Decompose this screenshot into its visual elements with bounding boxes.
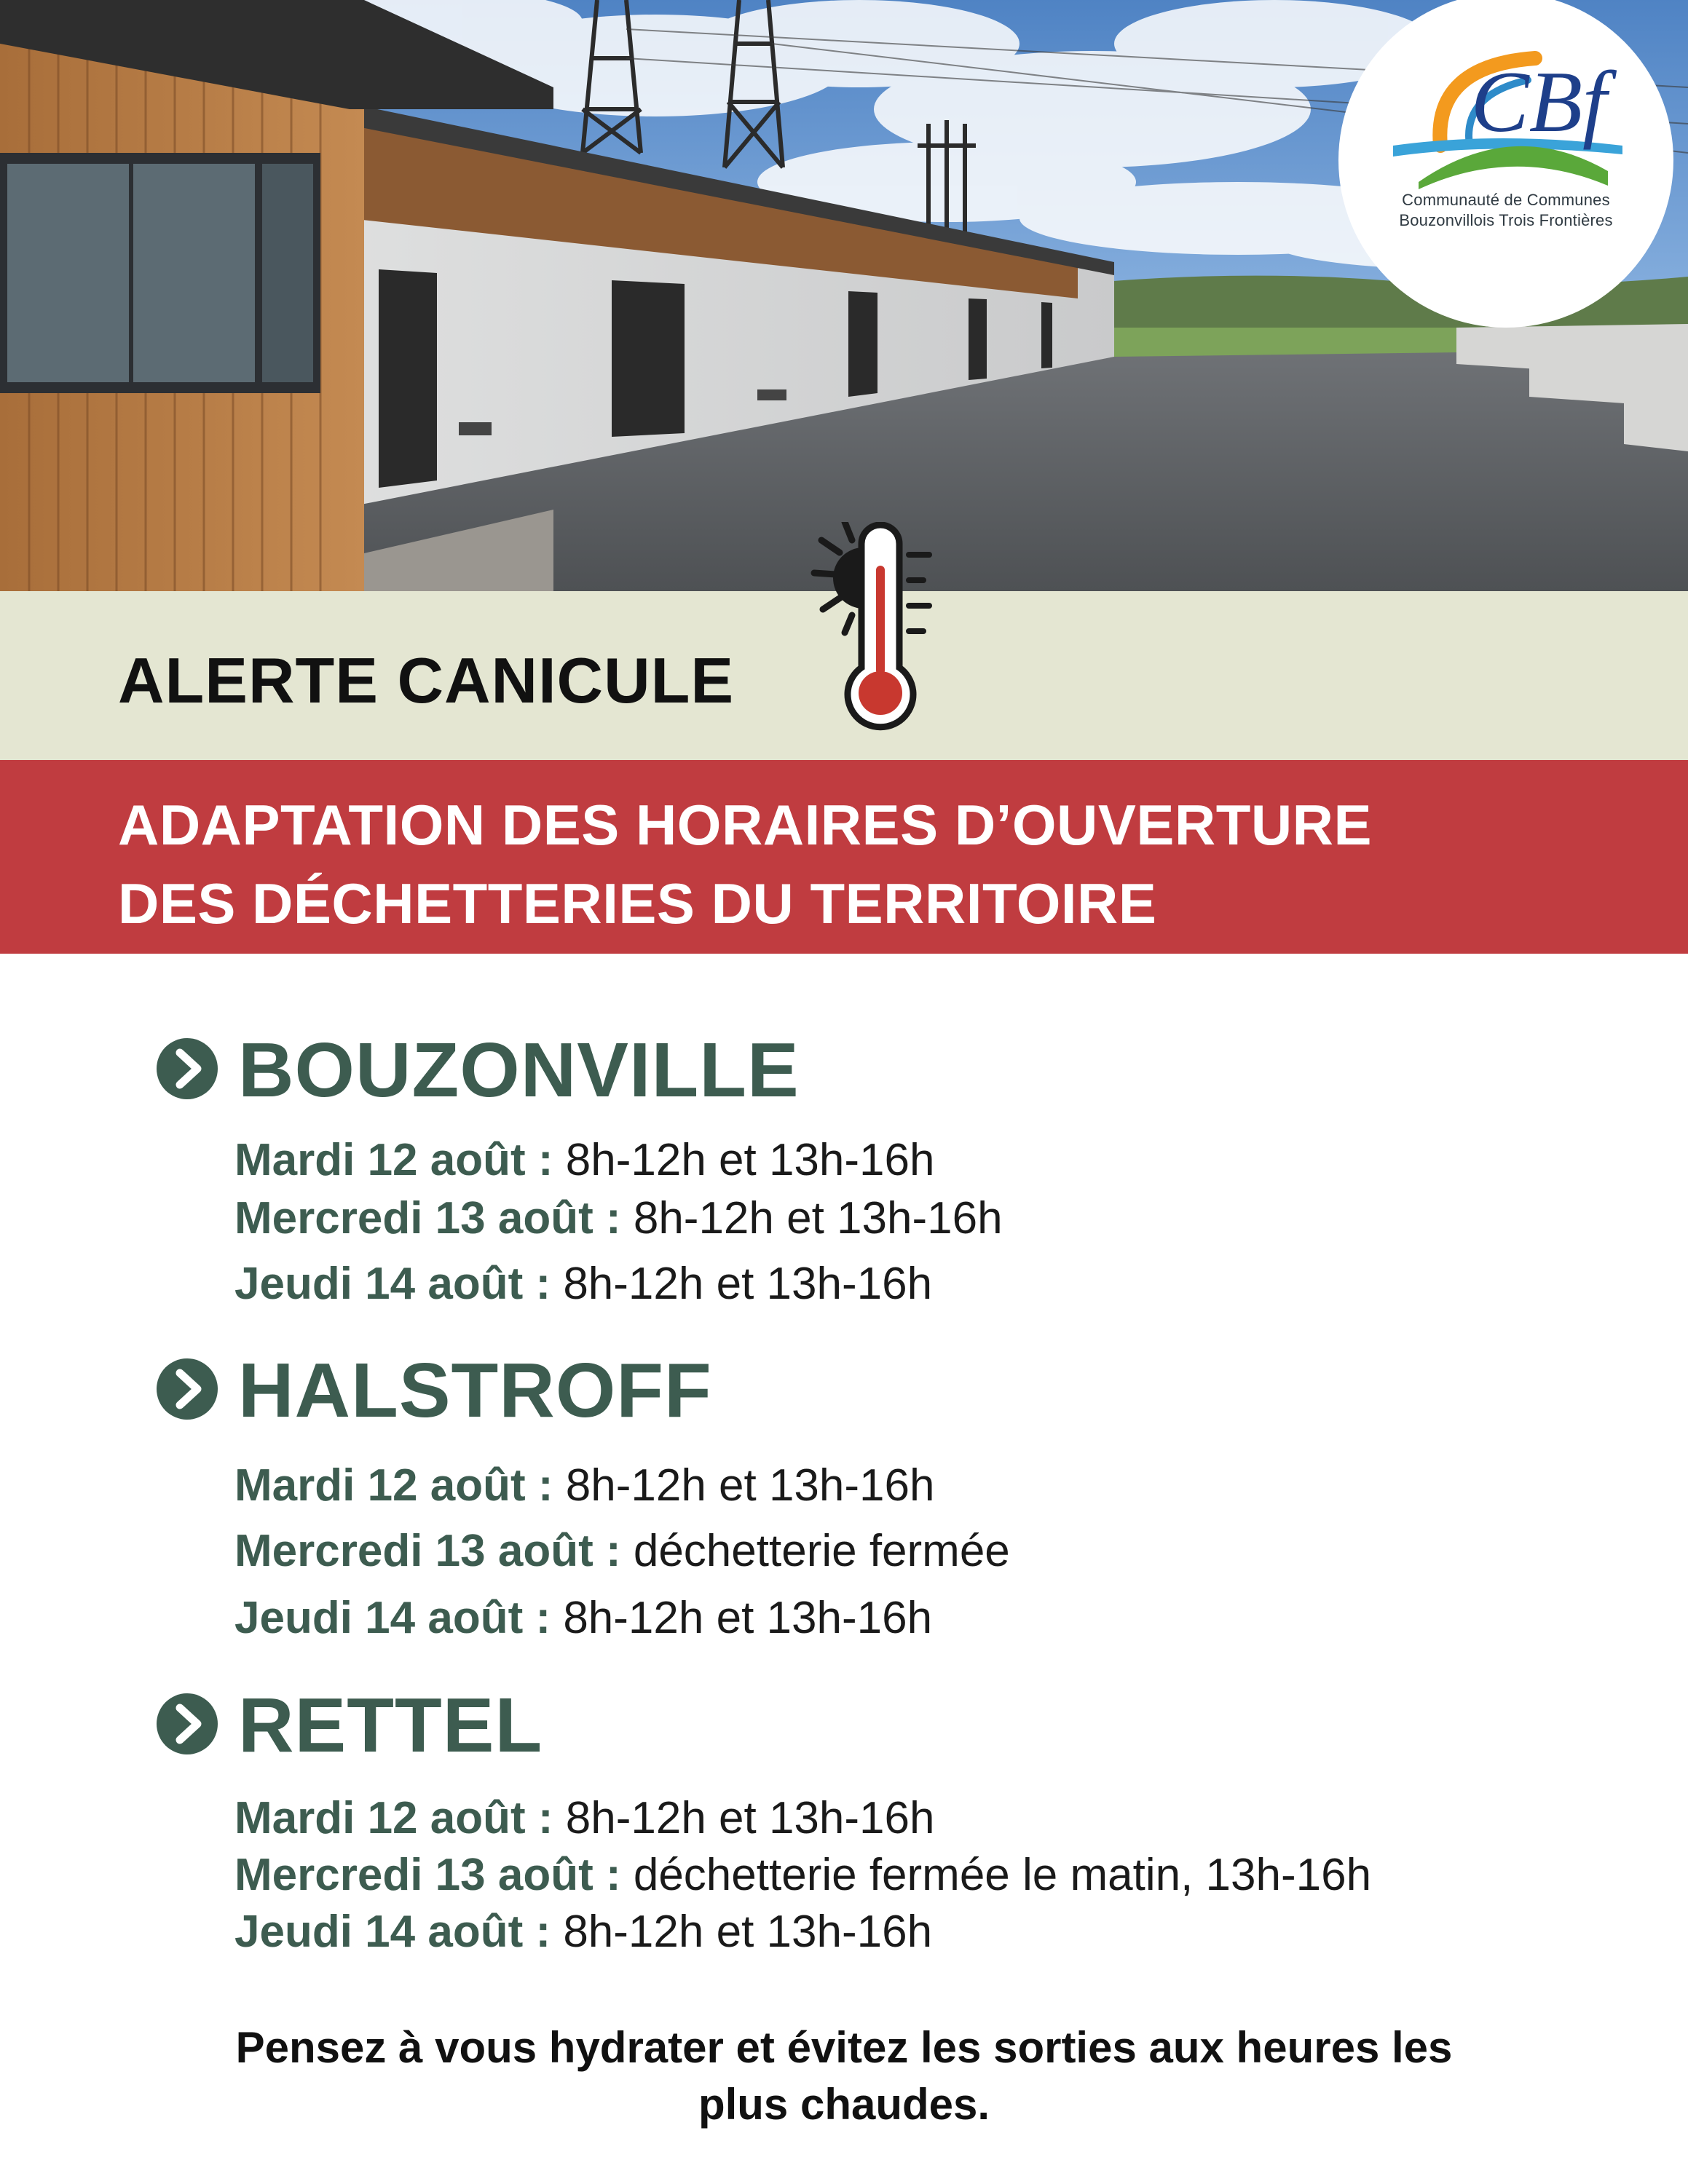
schedule-line (234, 1592, 932, 1644)
schedule-day: Mardi 12 août : (234, 1793, 553, 1843)
chevron-right-icon (157, 1693, 218, 1754)
cc-bouzonvillois-logo (1338, 0, 1673, 328)
schedule-hours: 8h-12h et 13h-16h (620, 1193, 1003, 1243)
schedule-line (234, 1460, 935, 1511)
schedule-hours: déchetterie fermée (620, 1526, 1010, 1576)
schedule-day: Mercredi 13 août : (234, 1526, 621, 1576)
chevron-right-icon (157, 1038, 218, 1099)
site-name: HALSTROFF (238, 1348, 712, 1433)
headline-line1: ADAPTATION DES HORAIRES D’OUVERTURE (118, 793, 1373, 857)
logo-emblem-icon (1389, 36, 1622, 189)
schedule-hours: 8h-12h et 13h-16h (553, 1135, 935, 1185)
schedule-line (234, 1258, 932, 1310)
alert-title: ALERTE CANICULE (118, 644, 735, 716)
site-name: RETTEL (238, 1682, 543, 1768)
schedule-day: Jeudi 14 août : (234, 1259, 551, 1309)
logo-monogram: CBf (1470, 53, 1607, 150)
schedule-hours: 8h-12h et 13h-16h (551, 1907, 933, 1957)
chevron-right-icon (157, 1358, 218, 1420)
schedule-day: Mardi 12 août : (234, 1135, 553, 1185)
logo-text-line2: Bouzonvillois Trois Frontières (1399, 211, 1613, 229)
schedule-line (234, 1134, 935, 1186)
schedule-day: Jeudi 14 août : (234, 1907, 551, 1957)
schedule-line (234, 1192, 1003, 1244)
schedule-day: Mercredi 13 août : (234, 1193, 621, 1243)
logo-text-line1: Communauté de Communes (1402, 191, 1610, 209)
schedule-day: Mercredi 13 août : (234, 1850, 621, 1900)
schedule-line (234, 1849, 1371, 1901)
schedule-hours: 8h-12h et 13h-16h (553, 1460, 935, 1511)
headline-banner (0, 760, 1688, 954)
thermometer-sun-icon (807, 522, 938, 740)
schedule-line (234, 1906, 932, 1958)
schedule-hours: déchetterie fermée le matin, 13h-16h (620, 1850, 1372, 1900)
schedule-line (234, 1525, 1010, 1577)
schedule-hours: 8h-12h et 13h-16h (551, 1593, 933, 1643)
advice-note-line2: plus chaudes. (698, 2080, 990, 2129)
site-name: BOUZONVILLE (238, 1027, 800, 1113)
schedule-hours: 8h-12h et 13h-16h (553, 1793, 935, 1843)
advice-note-line1: Pensez à vous hydrater et évitez les sorties aux heures les (235, 2023, 1453, 2072)
schedule-day: Mardi 12 août : (234, 1460, 553, 1511)
schedule-day: Jeudi 14 août : (234, 1593, 551, 1643)
alert-band (0, 591, 1688, 760)
headline-line2: DES DÉCHETTERIES DU TERRITOIRE (118, 871, 1157, 935)
schedule-hours: 8h-12h et 13h-16h (551, 1259, 933, 1309)
schedule-line (234, 1792, 935, 1844)
